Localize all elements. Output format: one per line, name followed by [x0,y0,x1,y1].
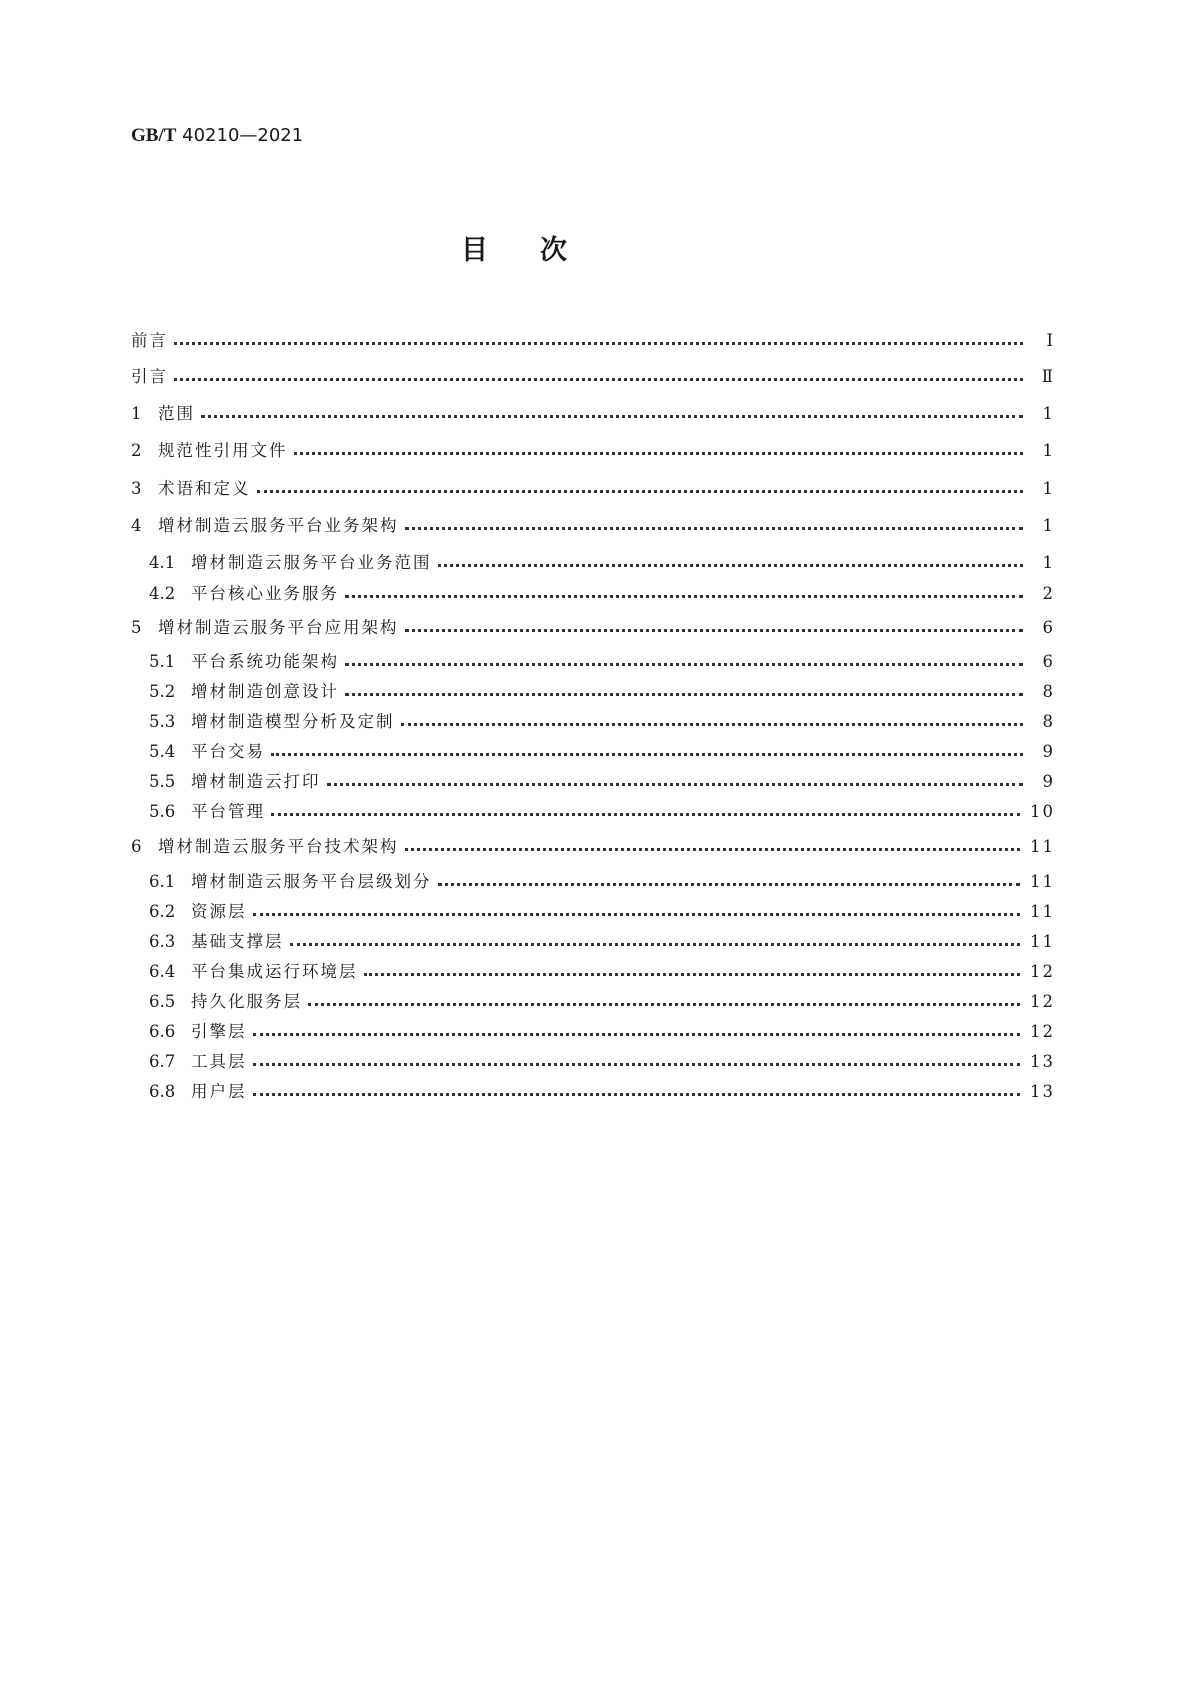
toc-entry-number: 6 [131,837,142,856]
toc-leader-dots [364,973,1021,976]
toc-entry-title: 平台系统功能架构 [191,652,339,671]
toc-entry-page: 10 [1030,802,1055,821]
toc-entry-page: 1 [1042,479,1055,498]
toc-entry-title: 术语和定义 [158,479,251,498]
toc-entry-number: 5.5 [149,772,176,791]
toc-entry-number: 6.8 [149,1082,176,1101]
toc-entry-page: 6 [1042,652,1055,671]
toc-entry-title: 增材制造云服务平台技术架构 [158,837,399,856]
toc-entry-number: 5.2 [149,682,176,701]
toc-entry-number: 5.1 [149,652,176,671]
toc-entry[interactable] [149,771,1055,793]
toc-leader-dots [257,490,1024,493]
toc-entry[interactable] [149,801,1055,823]
toc-leader-dots [345,693,1023,696]
toc-entry-title: 平台集成运行环境层 [191,962,358,981]
toc-entry-title: 增材制造模型分析及定制 [191,712,395,731]
toc-entry-number: 6.1 [149,872,176,891]
toc-entry-title: 增材制造云服务平台业务范围 [191,553,432,572]
toc-entry-title: 引擎层 [191,1022,247,1041]
toc-entry-number: 6.4 [149,962,176,981]
toc-entry-page: 1 [1042,553,1055,572]
toc-leader-dots [405,629,1024,632]
toc-entry[interactable] [131,478,1055,500]
standard-number: 40210—2021 [182,125,304,146]
toc-entry-title: 平台核心业务服务 [191,584,339,603]
toc-entry[interactable] [149,871,1055,893]
toc-entry-page: 1 [1042,516,1055,535]
toc-entry-title: 规范性引用文件 [158,441,288,460]
toc-entry[interactable] [131,836,1055,858]
toc-entry[interactable] [149,711,1055,733]
toc-leader-dots [174,378,1023,381]
toc-entry-title: 持久化服务层 [191,992,302,1011]
toc-entry-page: 12 [1030,1022,1055,1041]
toc-entry-page: 12 [1030,962,1055,981]
toc-entry[interactable] [131,403,1055,425]
toc-entry-title: 增材制造创意设计 [191,682,339,701]
toc-entry[interactable] [131,515,1055,537]
toc-entry[interactable] [149,931,1055,953]
toc-entry[interactable] [131,366,1055,388]
toc-leader-dots [201,415,1023,418]
toc-leader-dots [345,595,1023,598]
toc-entry-number: 2 [131,441,142,460]
toc-leader-dots [174,342,1023,345]
toc-entry-title: 前言 [131,331,168,350]
toc-entry-page: 13 [1030,1082,1055,1101]
toc-entry[interactable] [131,440,1055,462]
toc-entry[interactable] [149,1081,1055,1103]
toc-entry-page: 11 [1030,872,1055,891]
toc-entry[interactable] [149,681,1055,703]
toc-entry-page: 2 [1042,584,1055,603]
toc-entry-title: 基础支撑层 [191,932,284,951]
toc-leader-dots [253,1063,1021,1066]
toc-entry-number: 6.2 [149,902,176,921]
toc-leader-dots [405,527,1024,530]
toc-entry-number: 5.3 [149,712,176,731]
toc-entry-page: 8 [1042,682,1055,701]
toc-entry-number: 6.7 [149,1052,176,1071]
toc-entry-title: 增材制造云打印 [191,772,321,791]
toc-entry-title: 增材制造云服务平台业务架构 [158,516,399,535]
toc-entry[interactable] [149,583,1055,605]
toc-leader-dots [438,883,1021,886]
toc-entry[interactable] [149,552,1055,574]
toc-entry[interactable] [149,651,1055,673]
toc-leader-dots [405,848,1021,851]
toc-entry-number: 4 [131,516,142,535]
toc-leader-dots [438,564,1024,567]
toc-entry-page: Ⅰ [1046,331,1055,350]
toc-entry-number: 5.6 [149,802,176,821]
toc-entry-number: 6.6 [149,1022,176,1041]
toc-leader-dots [253,1093,1021,1096]
toc-entry[interactable] [131,330,1055,352]
toc-entry-number: 5.4 [149,742,176,761]
toc-entry-page: 11 [1030,837,1055,856]
toc-entry[interactable] [149,991,1055,1013]
toc-entry[interactable] [149,741,1055,763]
toc-leader-dots [290,943,1021,946]
toc-entry-title: 平台交易 [191,742,265,761]
toc-entry-number: 6.3 [149,932,176,951]
toc-entry-title: 范围 [158,404,195,423]
toc-entry-title: 引言 [131,367,168,386]
toc-leader-dots [253,1033,1021,1036]
toc-entry-number: 1 [131,404,142,423]
toc-leader-dots [401,723,1024,726]
standard-code [131,125,303,147]
toc-leader-dots [327,783,1024,786]
page-title: 目次 [461,235,619,266]
standard-prefix: GB/T [131,125,177,146]
toc-entry-page: 11 [1030,932,1055,951]
toc-entry-page: 13 [1030,1052,1055,1071]
toc-leader-dots [271,753,1023,756]
toc-entry-number: 6.5 [149,992,176,1011]
toc-entry-title: 工具层 [191,1052,247,1071]
toc-leader-dots [253,913,1021,916]
toc-entry-page: 9 [1042,742,1055,761]
toc-entry-page: 12 [1030,992,1055,1011]
toc-entry-title: 资源层 [191,902,247,921]
toc-entry-title: 平台管理 [191,802,265,821]
toc-entry-page: 8 [1042,712,1055,731]
toc-entry-number: 3 [131,479,142,498]
toc-entry-page: 1 [1042,441,1055,460]
toc-entry[interactable] [149,901,1055,923]
toc-leader-dots [294,452,1024,455]
toc-entry-page: 1 [1042,404,1055,423]
toc-entry-number: 4.2 [149,584,176,603]
toc-entry-page: 6 [1042,618,1055,637]
toc-entry-title: 增材制造云服务平台应用架构 [158,618,399,637]
toc-entry-number: 5 [131,618,142,637]
toc-entry[interactable] [149,1021,1055,1043]
toc-entry-page: Ⅱ [1041,367,1055,386]
toc-entry[interactable] [149,1051,1055,1073]
toc-entry-number: 4.1 [149,553,176,572]
toc-entry-title: 增材制造云服务平台层级划分 [191,872,432,891]
toc-entry-page: 9 [1042,772,1055,791]
toc-leader-dots [308,1003,1020,1006]
toc-entry[interactable] [131,617,1055,639]
toc-leader-dots [345,663,1023,666]
toc-entry[interactable] [149,961,1055,983]
toc-leader-dots [271,813,1020,816]
toc-entry-page: 11 [1030,902,1055,921]
toc-entry-title: 用户层 [191,1082,247,1101]
